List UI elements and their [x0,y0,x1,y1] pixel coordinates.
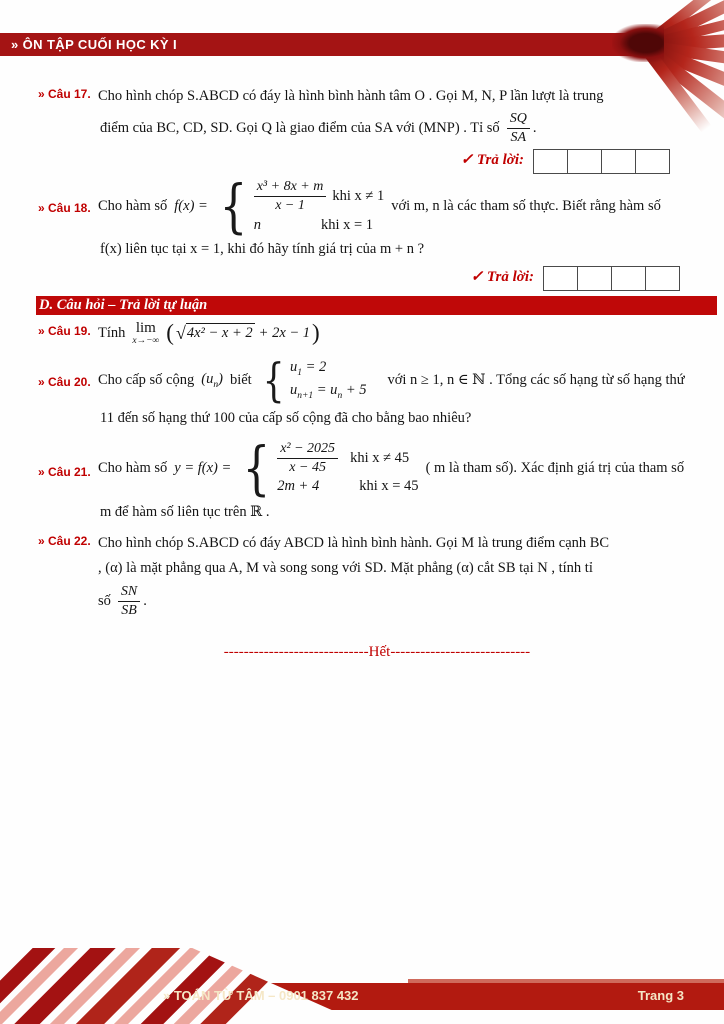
limit-operator: lim [135,320,156,337]
fan-hub [612,24,664,62]
question-text-line: f(x) liên tục tại x = 1, khi đó hãy tính giá trị của m + n ? [100,241,424,258]
case-row [277,441,409,475]
fraction [118,584,140,618]
fraction-denominator: SA [510,129,527,145]
cases-brace: { [262,352,285,407]
close-paren: ) [312,320,320,346]
answer-label: ✓ Trả lời: [470,269,534,286]
case-row [254,179,385,213]
system-row: $u_1 = 2$ [289,358,327,378]
question-text: . [143,592,147,609]
subscript: n [337,390,343,401]
answer-row [98,148,670,174]
question-text: với n ≥ 1, n ∈ ℕ . Tổng các số hạng từ số hạng thứ [387,371,685,388]
question-text: ( m là tham số). Xác định giá trị của tham số [425,460,685,476]
question-19 [38,321,716,347]
answer-cell [533,149,568,174]
question-text: Cho cấp số cộng [98,371,195,388]
question-text: biết [229,371,252,388]
fraction-denominator: x − 45 [289,459,326,475]
question-text: Tính [98,325,126,342]
sqrt-radicand: 4x² − x + 2 [186,325,253,342]
open-paren: ( [166,320,174,346]
question-text-line: Cho hình chóp S.ABCD có đáy ABCD là hình bình hành. Gọi M là trung điểm cạnh BC [98,534,610,551]
function-notation: f(x) = [174,198,208,215]
end-of-test-line: -----------------------------Hết---------------------------- [223,644,531,661]
question-label: » Câu 22. [38,533,91,548]
page-title: » ÔN TẬP CUỐI HỌC KỲ I [11,37,178,52]
answer-cell [602,149,636,174]
question-text: số [98,592,111,609]
fraction-denominator: SB [121,602,137,618]
section-d-bar [36,296,717,315]
cases-brace: { [242,433,271,502]
question-text-line: , (α) là mặt phẳng qua A, M và song song với SD. Mặt phẳng (α) cắt SB tại N , tính tỉ [98,559,593,576]
system-block [259,352,367,407]
question-label: » Câu 19. [38,324,91,339]
header-bar [0,33,694,56]
case-condition: khi x ≠ 45 [350,449,410,466]
cases-brace: { [219,172,248,241]
fraction-numerator: x² − 2025 [277,441,338,459]
fraction-numerator: SQ [507,111,530,129]
question-text: Cho hàm số [98,460,168,476]
case-condition: khi x ≠ 1 [332,187,385,204]
fraction [254,179,327,213]
footer-page-number: Trang 3 [637,988,684,1003]
question-text: Cho hàm số [98,198,168,215]
question-text-line: . [532,119,537,136]
question-label: » Câu 18. [38,201,91,216]
case-row [254,217,385,234]
limit-block [132,321,159,347]
fraction [507,111,530,145]
answer-cell [568,149,602,174]
function-notation: y = f(x) = [174,460,232,476]
answer-boxes [533,149,670,174]
piecewise-function [215,172,385,241]
answer-boxes [543,266,680,291]
question-text-line: m để hàm số liên tục trên ℝ . [100,503,270,520]
question-20 [38,352,716,432]
fraction [277,441,338,475]
question-text-line: 11 đến số hạng thứ 100 của cấp số cộng đã cho bằng bao nhiêu? [100,410,472,427]
sequence-notation: $(u_n)$ [201,370,223,390]
answer-label: ✓ Trả lời: [460,152,524,169]
question-text: với m, n là các tham số thực. Biết rằng hàm số [391,198,661,215]
fraction-numerator: x³ + 8x + m [254,179,327,197]
fraction-denominator: x − 1 [275,198,305,214]
question-17 [38,84,716,174]
question-label: » Câu 20. [38,374,91,389]
answer-cell [612,266,646,291]
section-d-title: D. Câu hỏi – Trả lời tự luận [39,297,208,314]
answer-cell [636,149,670,174]
sqrt-sign: √ [175,323,186,344]
answer-row [98,265,680,291]
answer-cell [543,266,578,291]
answer-cell [578,266,612,291]
question-label: » Câu 17. [38,87,91,101]
system-row: $u_{n+1} = u_n + 5$ [289,381,367,401]
case-condition: khi x = 45 [359,478,419,495]
limit-subscript: x→−∞ [132,336,160,347]
subscript: n+1 [297,390,314,401]
question-21 [38,433,716,525]
case-condition: khi x = 1 [320,216,374,233]
questions-area [38,84,716,661]
answer-cell [646,266,680,291]
question-text-line: Cho hình chóp S.ABCD có đáy là hình bình hành tâm O . Gọi M, N, P lần lượt là trung [98,88,604,104]
question-22 [38,531,716,618]
piecewise-function [238,433,419,502]
subscript: 1 [297,367,302,378]
footer-brand: » TOÁN TỪ TÂM – 0901 837 432 [163,988,359,1003]
case-value: 2m + 4 [277,478,320,495]
fraction-numerator: SN [118,584,140,602]
subscript: n [213,379,219,390]
case-value: n [253,216,261,233]
question-text-line: điểm của BC, CD, SD. Gọi Q là giao điểm của SA với (MNP) . Tỉ số [100,119,500,136]
question-label: » Câu 21. [38,465,91,480]
case-row [277,478,418,495]
sqrt-expression [176,323,255,344]
question-18 [38,172,716,291]
expression-tail: + 2x − 1 [258,325,311,342]
